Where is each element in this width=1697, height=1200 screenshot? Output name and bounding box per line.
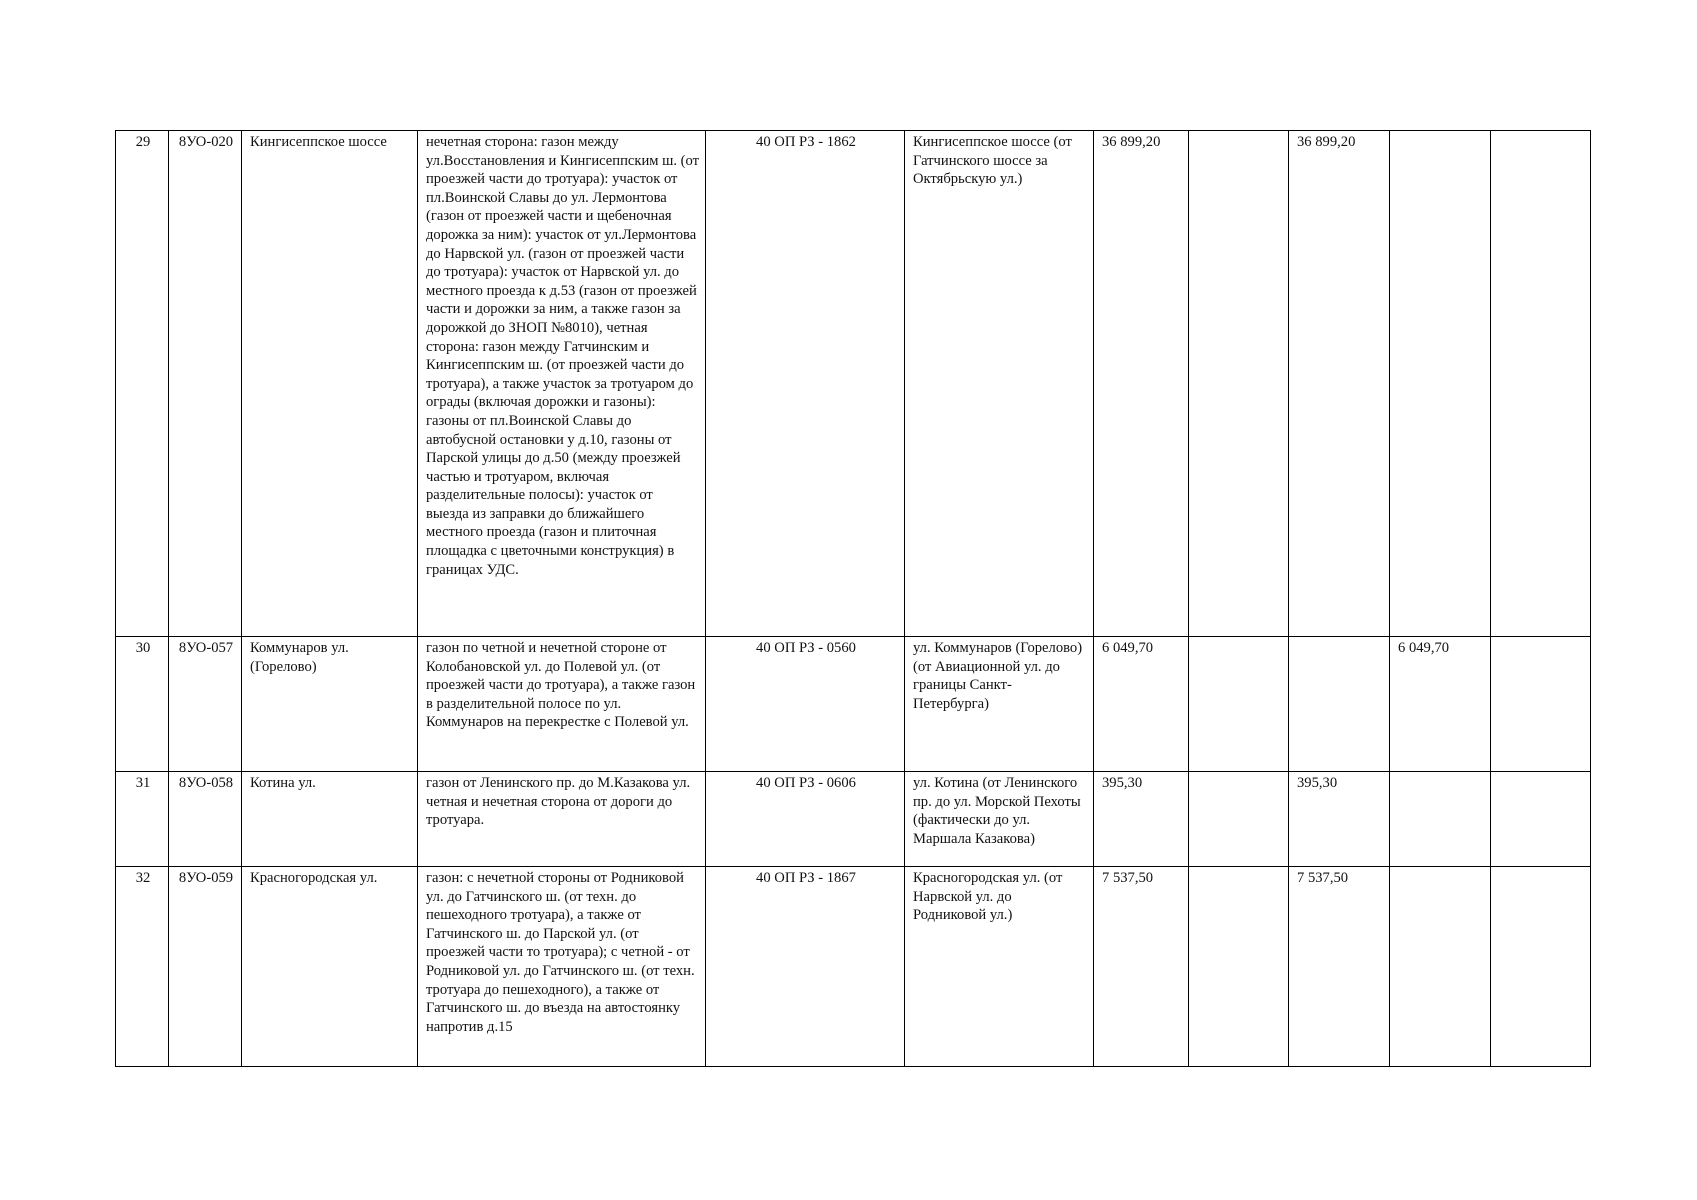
road-name: Кингисеппское шоссе (от Гатчинского шоссе за Октябрьскую ул.)	[905, 131, 1094, 637]
road-name: ул. Котина (от Ленинского пр. до ул. Морской Пехоты (фактически до ул. Маршала Казакова)	[905, 772, 1094, 867]
row-number: 31	[116, 772, 169, 867]
area-col-11	[1491, 637, 1591, 772]
area-col-11	[1491, 131, 1591, 637]
area-col-8	[1189, 637, 1289, 772]
area-description: газон по четной и нечетной стороне от Колобановской ул. до Полевой ул. (от проезжей части до тротуара), а также газон в разделительной полосе по ул. Коммунаров на перекрестке с Полевой ул.	[418, 637, 706, 772]
total-area: 395,30	[1094, 772, 1189, 867]
total-area: 6 049,70	[1094, 637, 1189, 772]
area-col-10	[1390, 772, 1491, 867]
area-description: газон от Ленинского пр. до М.Казакова ул. четная и нечетная сторона от дороги до тротуара.	[418, 772, 706, 867]
area-col-10	[1390, 131, 1491, 637]
object-code: 8УО-057	[169, 637, 242, 772]
area-col-8	[1189, 131, 1289, 637]
area-col-10	[1390, 867, 1491, 1067]
road-name: ул. Коммунаров (Горелово) (от Авиационной ул. до границы Санкт-Петербурга)	[905, 637, 1094, 772]
row-number: 30	[116, 637, 169, 772]
total-area: 36 899,20	[1094, 131, 1189, 637]
table-row	[116, 131, 1591, 637]
row-number: 29	[116, 131, 169, 637]
total-area: 7 537,50	[1094, 867, 1189, 1067]
row-number: 32	[116, 867, 169, 1067]
road-id: 40 ОП РЗ - 1862	[706, 131, 905, 637]
road-id: 40 ОП РЗ - 1867	[706, 867, 905, 1067]
area-description: газон: с нечетной стороны от Родниковой ул. до Гатчинского ш. (от техн. до пешеходного тротуара), а также от Гатчинского ш. до Парской ул. (от проезжей части то тротуара); с четной - от Родниковой ул. до Гатчинского ш. (от техн. тротуара до пешеходного), а также от Гатчинского ш. до въезда на автостоянку напротив д.15	[418, 867, 706, 1067]
area-col-9: 36 899,20	[1289, 131, 1390, 637]
object-code: 8УО-020	[169, 131, 242, 637]
area-description: нечетная сторона: газон между ул.Восстановления и Кингисеппским ш. (от проезжей части до тротуара): участок от пл.Воинской Славы до ул. Лермонтова (газон от проезжей части и щебеночная дорожка за ним): участок от ул.Лермонтова до Нарвской ул. (газон от проезжей части до тротуара): участок от Нарвской ул. до местного проезда к д.53 (газон от проезжей части и дорожки за ним, а также газон за дорожкой до ЗНОП №8010), четная сторона: газон между Гатчинским и Кингисеппским ш. (от проезжей части до тротуара), а также участок за тротуаром до ограды (включая дорожки и газоны): газоны от пл.Воинской Славы до автобусной остановки у д.10, газоны от Парской улицы до д.50 (между проезжей частью и тротуаром, включая разделительные полосы): участок от выезда из заправки до ближайшего местного проезда (газон и плиточная площадка с цветочными конструкция) в границах УДС.	[418, 131, 706, 637]
data-table	[115, 130, 1591, 1067]
area-col-9: 7 537,50	[1289, 867, 1390, 1067]
road-id: 40 ОП РЗ - 0560	[706, 637, 905, 772]
street-name: Красногородская ул.	[242, 867, 418, 1067]
table-row	[116, 637, 1591, 772]
table-row	[116, 867, 1591, 1067]
area-col-8	[1189, 867, 1289, 1067]
street-name: Кингисеппское шоссе	[242, 131, 418, 637]
street-name: Коммунаров ул.(Горелово)	[242, 637, 418, 772]
object-code: 8УО-059	[169, 867, 242, 1067]
road-name: Красногородская ул. (от Нарвской ул. до Родниковой ул.)	[905, 867, 1094, 1067]
area-col-11	[1491, 867, 1591, 1067]
area-col-8	[1189, 772, 1289, 867]
table-row	[116, 772, 1591, 867]
object-code: 8УО-058	[169, 772, 242, 867]
area-col-9	[1289, 637, 1390, 772]
street-name: Котина ул.	[242, 772, 418, 867]
area-col-9: 395,30	[1289, 772, 1390, 867]
road-id: 40 ОП РЗ - 0606	[706, 772, 905, 867]
area-col-11	[1491, 772, 1591, 867]
area-col-10: 6 049,70	[1390, 637, 1491, 772]
